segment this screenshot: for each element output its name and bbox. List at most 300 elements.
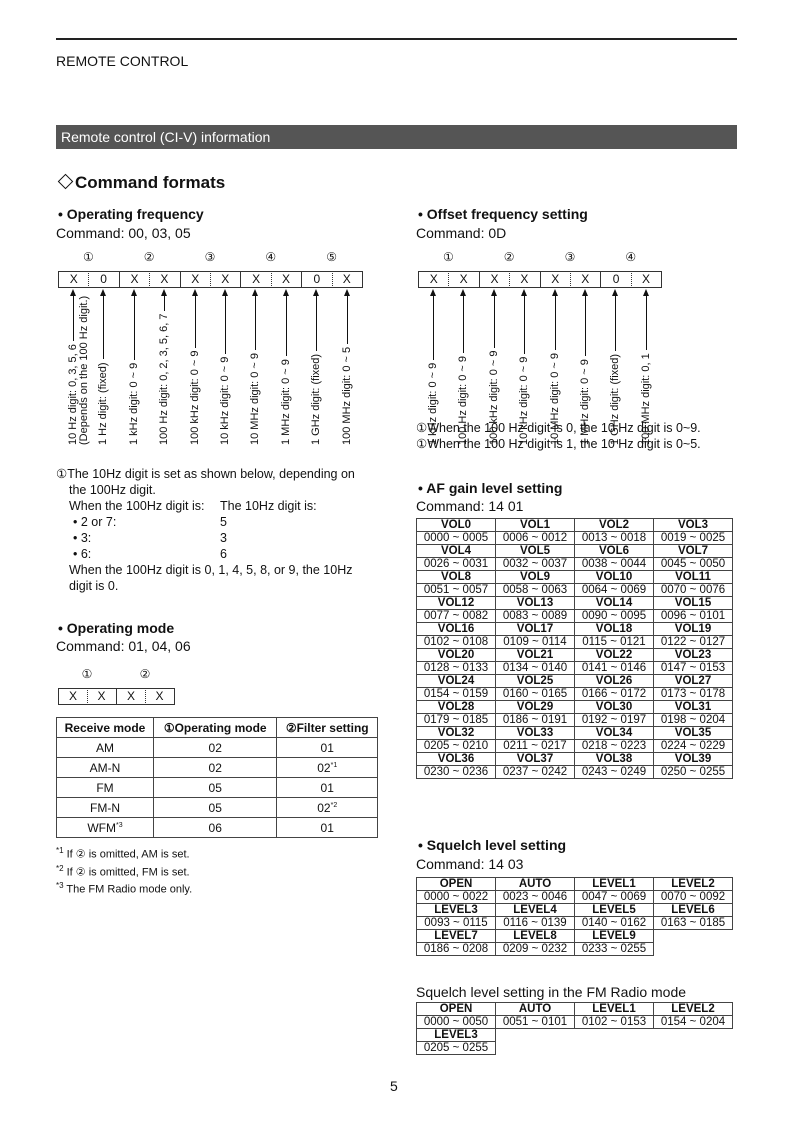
level-name: VOL19: [654, 623, 733, 636]
level-name: VOL29: [496, 701, 575, 714]
arrow-line: [73, 295, 74, 341]
digit-cell: X: [58, 271, 89, 288]
cell-value: 01: [320, 780, 334, 795]
level-name: LEVEL8: [496, 930, 575, 943]
level-range: 0243 ~ 0249: [575, 766, 654, 779]
level-name: LEVEL1: [575, 1003, 654, 1016]
digit-cell: X: [479, 271, 510, 288]
digit-cell: X: [210, 271, 241, 288]
level-range: 0000 ~ 0005: [417, 532, 496, 545]
offset-notes: ①When the 100 Hz digit is 0, the 10 Hz digit is 0~9. ①When the 100 Hz digit is 1, the 10 Hz digit is 0~5.: [416, 421, 701, 451]
note-hundreds: • 2 or 7:: [73, 515, 117, 529]
digit-label: 1 GHz digit: (fixed): [310, 353, 323, 445]
level-name: VOL31: [654, 701, 733, 714]
offset-command: Command: 0D: [416, 225, 507, 241]
group-number: ③: [564, 250, 576, 264]
level-name: VOL28: [417, 701, 496, 714]
cell-value: AM: [96, 740, 114, 755]
footnote-mark: *2: [56, 863, 64, 873]
group-number: ④: [625, 250, 637, 264]
digit-cell: X: [240, 271, 271, 288]
level-name: VOL35: [654, 727, 733, 740]
group-number: ②: [143, 250, 155, 264]
level-range: 0115 ~ 0121: [575, 636, 654, 649]
level-name: VOL12: [417, 597, 496, 610]
level-range: 0205 ~ 0255: [417, 1042, 496, 1055]
empty-cell: [654, 943, 733, 956]
level-name: VOL17: [496, 623, 575, 636]
level-range-row: [417, 943, 733, 956]
table-row: [57, 798, 378, 818]
table-cell: [154, 758, 277, 778]
level-range-row: [417, 891, 733, 904]
note-tens: 3: [220, 531, 227, 545]
level-range: 0192 ~ 0197: [575, 714, 654, 727]
footnote-text: The FM Radio mode only.: [63, 883, 193, 896]
level-name: VOL1: [496, 519, 575, 532]
level-range: 0045 ~ 0050: [654, 558, 733, 571]
level-range-row: [417, 636, 733, 649]
table-cell: [57, 818, 154, 838]
level-range: 0237 ~ 0242: [496, 766, 575, 779]
digit-label: 1 kHz digit: 0 ~ 9: [427, 362, 439, 445]
digit-label: 100 Hz digit: 0 ~ 9: [457, 356, 470, 445]
arrow-line: [225, 295, 226, 354]
level-range: 0205 ~ 0210: [417, 740, 496, 753]
footnote-mark: *1: [56, 846, 64, 855]
level-range: 0109 ~ 0114: [496, 636, 575, 649]
level-range: 0077 ~ 0082: [417, 610, 496, 623]
digit-label: 100 kHz digit: 0 ~ 9: [487, 350, 500, 445]
level-range: 0198 ~ 0204: [654, 714, 733, 727]
level-name: VOL21: [496, 649, 575, 662]
level-range: 0090 ~ 0095: [575, 610, 654, 623]
level-range: 0211 ~ 0217: [496, 740, 575, 753]
level-range: 0134 ~ 0140: [496, 662, 575, 675]
level-range: 0163 ~ 0185: [654, 917, 733, 930]
table-cell: [154, 738, 277, 758]
level-name: LEVEL4: [496, 904, 575, 917]
opmode-table: [56, 717, 378, 838]
afgain-table: [416, 518, 733, 779]
level-range: 0070 ~ 0076: [654, 584, 733, 597]
level-name: VOL34: [575, 727, 654, 740]
note-hundreds: • 6:: [73, 547, 92, 561]
level-range: 0173 ~ 0178: [654, 688, 733, 701]
level-name: AUTO: [496, 878, 575, 891]
level-range: 0224 ~ 0229: [654, 740, 733, 753]
page-number: 5: [390, 1078, 398, 1094]
arrow-line: [555, 295, 556, 350]
digit-cell: X: [448, 271, 479, 288]
arrow-line: [316, 295, 317, 351]
header-rule: [56, 38, 737, 40]
cell-value: AM-N: [89, 760, 121, 775]
level-name: VOL0: [417, 519, 496, 532]
level-range: 0032 ~ 0037: [496, 558, 575, 571]
level-name: VOL13: [496, 597, 575, 610]
level-name: LEVEL7: [417, 930, 496, 943]
digit-cell: 0: [301, 271, 332, 288]
level-range: 0233 ~ 0255: [575, 943, 654, 956]
arrow-line: [433, 295, 434, 360]
level-name: VOL7: [654, 545, 733, 558]
digit-label: 10 kHz digit: 0 ~ 9: [219, 356, 231, 445]
level-name: LEVEL9: [575, 930, 654, 943]
cell-value: 05: [208, 800, 222, 815]
level-name: VOL10: [575, 571, 654, 584]
table-cell: [154, 778, 277, 798]
level-range: 0070 ~ 0092: [654, 891, 733, 904]
level-header-row: [417, 571, 733, 584]
cell-value: 06: [208, 820, 222, 835]
column-header: ①Operating mode: [154, 718, 277, 738]
group-number: ③: [204, 250, 216, 264]
level-header-row: [417, 545, 733, 558]
level-range-row: [417, 714, 733, 727]
arrow-line: [164, 295, 165, 311]
level-name: VOL39: [654, 753, 733, 766]
level-range: 0019 ~ 0025: [654, 532, 733, 545]
footnote-mark: *1: [330, 761, 338, 769]
level-range: 0141 ~ 0146: [575, 662, 654, 675]
level-name: VOL14: [575, 597, 654, 610]
table-cell: [277, 798, 378, 818]
level-range-row: [417, 584, 733, 597]
level-name: AUTO: [496, 1003, 575, 1016]
empty-cell: [496, 1042, 575, 1055]
level-name: LEVEL2: [654, 878, 733, 891]
level-range: 0186 ~ 0208: [417, 943, 496, 956]
level-range-row: [417, 688, 733, 701]
table-header-row: [57, 718, 378, 738]
opfreq-note: ①The 10Hz digit is set as shown below, depending on the 100Hz digit. When the 100Hz digit is: The 10Hz digit is: • 2 or 7: 5 • 3: 3 • 6: 6 When the 100Hz digit is 0, 1, 4, 5, 8, or 9, the 10Hz digit is 0.: [56, 466, 386, 594]
level-name: VOL38: [575, 753, 654, 766]
squelch-fm-title: Squelch level setting in the FM Radio mode: [416, 984, 687, 1000]
header-title: REMOTE CONTROL: [56, 53, 189, 69]
table-cell: [154, 818, 277, 838]
level-range: 0218 ~ 0223: [575, 740, 654, 753]
level-name: LEVEL3: [417, 904, 496, 917]
level-name: VOL33: [496, 727, 575, 740]
digit-cell: X: [570, 271, 601, 288]
level-range: 0026 ~ 0031: [417, 558, 496, 571]
level-range: 0064 ~ 0069: [575, 584, 654, 597]
digit-label: 1 GHz digit: (fixed): [609, 353, 622, 445]
level-header-row: [417, 675, 733, 688]
cell-value: 01: [320, 740, 334, 755]
level-range-row: [417, 1042, 733, 1055]
level-name: VOL23: [654, 649, 733, 662]
level-name: VOL22: [575, 649, 654, 662]
level-range-row: [417, 662, 733, 675]
level-header-row: [417, 1029, 733, 1042]
empty-cell: [496, 1029, 575, 1042]
level-header-row: [417, 878, 733, 891]
level-name: VOL15: [654, 597, 733, 610]
level-header-row: [417, 1003, 733, 1016]
opfreq-title: • Operating frequency: [58, 206, 204, 222]
opmode-command: Command: 01, 04, 06: [56, 638, 191, 654]
arrow-line: [347, 295, 348, 344]
table-row: [57, 778, 378, 798]
level-name: LEVEL2: [654, 1003, 733, 1016]
level-name: VOL18: [575, 623, 654, 636]
table-row: [57, 738, 378, 758]
level-range: 0000 ~ 0050: [417, 1016, 496, 1029]
note-tens: 6: [220, 547, 227, 561]
digit-cell: X: [87, 688, 117, 705]
arrow-line: [524, 295, 525, 354]
digit-label: 10 MHz digit: 0 ~ 9: [548, 352, 561, 445]
footnote: [56, 879, 192, 897]
diamond-icon: [58, 174, 74, 190]
digit-cell: 0: [600, 271, 631, 288]
level-range: 0093 ~ 0115: [417, 917, 496, 930]
digit-cell: X: [540, 271, 571, 288]
level-header-row: [417, 519, 733, 532]
section-title: Command formats: [56, 173, 225, 193]
footnote-mark: *2: [330, 801, 338, 809]
level-name: VOL27: [654, 675, 733, 688]
squelch-table: [416, 877, 733, 956]
opmode-title: • Operating mode: [58, 620, 175, 636]
level-range: 0096 ~ 0101: [654, 610, 733, 623]
digit-label: 10 Hz digit: 0, 3, 5, 6: [67, 344, 79, 445]
column-header: ②Filter setting: [277, 718, 378, 738]
level-header-row: [417, 597, 733, 610]
level-range: 0154 ~ 0159: [417, 688, 496, 701]
arrow-line: [494, 295, 495, 348]
level-name: LEVEL3: [417, 1029, 496, 1042]
level-range-row: [417, 766, 733, 779]
footnote: [56, 844, 192, 862]
cell-value: WFM: [87, 820, 117, 835]
digit-label: 1 Hz digit: (fixed): [97, 362, 110, 445]
level-range: 0154 ~ 0204: [654, 1016, 733, 1029]
arrow-line: [286, 295, 287, 356]
digit-label: (Depends on the 100 Hz digit.): [78, 295, 90, 445]
level-name: VOL37: [496, 753, 575, 766]
level-range-row: [417, 917, 733, 930]
arrow-line: [615, 295, 616, 351]
offset-title: • Offset frequency setting: [418, 206, 588, 222]
footnote-text: If ② is omitted, AM is set.: [63, 848, 190, 861]
column-header: Receive mode: [57, 718, 154, 738]
level-range-row: [417, 558, 733, 571]
table-cell: [57, 778, 154, 798]
cell-value: FM-N: [90, 800, 120, 815]
level-header-row: [417, 930, 733, 943]
opmode-footnotes: [56, 844, 192, 897]
squelch-title: • Squelch level setting: [418, 837, 567, 853]
note-row: [73, 546, 386, 562]
level-range: 0038 ~ 0044: [575, 558, 654, 571]
note-row: [73, 514, 386, 530]
arrow-line: [646, 295, 647, 350]
level-range: 0166 ~ 0172: [575, 688, 654, 701]
cell-value: 02: [317, 800, 331, 815]
level-range-row: [417, 610, 733, 623]
cell-value: 02: [317, 760, 331, 775]
footnote-mark: *3: [116, 821, 123, 829]
level-range: 0116 ~ 0139: [496, 917, 575, 930]
empty-cell: [654, 1042, 733, 1055]
level-name: OPEN: [417, 878, 496, 891]
level-range-row: [417, 532, 733, 545]
footnote-text: If ② is omitted, FM is set.: [63, 866, 190, 879]
cell-value: 05: [208, 780, 222, 795]
digit-cell: X: [509, 271, 540, 288]
footnote-mark: *3: [56, 881, 64, 891]
level-range: 0000 ~ 0022: [417, 891, 496, 904]
level-name: VOL9: [496, 571, 575, 584]
arrow-line: [463, 295, 464, 353]
digit-label: 100 MHz digit: 0, 1: [639, 353, 652, 445]
table-cell: [57, 758, 154, 778]
level-range-row: [417, 1016, 733, 1029]
digit-cell: X: [58, 688, 88, 705]
table-cell: [57, 738, 154, 758]
level-header-row: [417, 753, 733, 766]
digit-label: 100 MHz digit: 0 ~ 5: [340, 346, 353, 445]
level-name: VOL32: [417, 727, 496, 740]
level-range: 0140 ~ 0162: [575, 917, 654, 930]
group-number: ①: [83, 250, 94, 264]
group-number: ⑤: [326, 250, 337, 264]
group-number: ④: [265, 250, 277, 264]
level-name: VOL20: [417, 649, 496, 662]
level-range: 0083 ~ 0089: [496, 610, 575, 623]
digit-cell: X: [145, 688, 175, 705]
level-name: VOL4: [417, 545, 496, 558]
level-name: VOL3: [654, 519, 733, 532]
level-range: 0102 ~ 0153: [575, 1016, 654, 1029]
note-hundreds: • 3:: [73, 531, 92, 545]
group-number: ②: [139, 667, 151, 681]
group-number: ②: [503, 250, 515, 264]
digit-cell: X: [418, 271, 449, 288]
level-name: VOL25: [496, 675, 575, 688]
level-range: 0186 ~ 0191: [496, 714, 575, 727]
level-range: 0122 ~ 0127: [654, 636, 733, 649]
table-cell: [154, 798, 277, 818]
level-header-row: [417, 701, 733, 714]
group-number: ①: [81, 667, 93, 681]
level-header-row: [417, 649, 733, 662]
afgain-command: Command: 14 01: [416, 498, 524, 514]
arrow-line: [103, 295, 104, 359]
digit-label: 1 MHz digit: 0 ~ 9: [579, 359, 591, 445]
table-cell: [57, 798, 154, 818]
level-name: LEVEL6: [654, 904, 733, 917]
level-header-row: [417, 623, 733, 636]
level-range: 0102 ~ 0108: [417, 636, 496, 649]
digit-label: 10 MHz digit: 0 ~ 9: [249, 352, 262, 445]
level-name: LEVEL5: [575, 904, 654, 917]
level-range: 0160 ~ 0165: [496, 688, 575, 701]
empty-cell: [654, 1029, 733, 1042]
note-row: [73, 530, 386, 546]
level-range: 0250 ~ 0255: [654, 766, 733, 779]
digit-label: 1 MHz digit: 0 ~ 9: [279, 359, 292, 445]
opfreq-command: Command: 00, 03, 05: [56, 225, 191, 241]
level-range: 0147 ~ 0153: [654, 662, 733, 675]
digit-cell: X: [180, 271, 211, 288]
level-name: VOL6: [575, 545, 654, 558]
digit-cell: X: [271, 271, 302, 288]
level-range: 0209 ~ 0232: [496, 943, 575, 956]
table-row: [57, 758, 378, 778]
level-name: LEVEL1: [575, 878, 654, 891]
section-banner: Remote control (CI-V) information: [56, 125, 737, 149]
arrow-line: [195, 295, 196, 348]
note-tens: 5: [220, 515, 227, 529]
level-name: VOL16: [417, 623, 496, 636]
empty-cell: [575, 1042, 654, 1055]
level-name: VOL11: [654, 571, 733, 584]
level-name: VOL26: [575, 675, 654, 688]
digit-label: 10 kHz digit: 0 ~ 9: [518, 356, 531, 445]
table-cell: [277, 778, 378, 798]
digit-label: 100 Hz digit: 0, 2, 3, 5, 6, 7: [158, 313, 171, 445]
cell-value: 01: [320, 820, 334, 835]
digit-cell: X: [119, 271, 150, 288]
level-name: VOL24: [417, 675, 496, 688]
level-range: 0023 ~ 0046: [496, 891, 575, 904]
digit-label: 100 kHz digit: 0 ~ 9: [188, 350, 201, 445]
digit-cell: X: [332, 271, 363, 288]
level-range: 0058 ~ 0063: [496, 584, 575, 597]
squelch-command: Command: 14 03: [416, 856, 524, 872]
level-range: 0179 ~ 0185: [417, 714, 496, 727]
table-row: [57, 818, 378, 838]
table-cell: [277, 818, 378, 838]
level-name: VOL8: [417, 571, 496, 584]
digit-cell: 0: [88, 271, 119, 288]
level-range-row: [417, 740, 733, 753]
arrow-line: [255, 295, 256, 350]
level-range: 0051 ~ 0057: [417, 584, 496, 597]
digit-cell: X: [149, 271, 180, 288]
level-range: 0128 ~ 0133: [417, 662, 496, 675]
level-name: VOL5: [496, 545, 575, 558]
footnote: [56, 862, 192, 880]
empty-cell: [654, 930, 733, 943]
empty-cell: [575, 1029, 654, 1042]
arrow-line: [134, 295, 135, 360]
digit-label: 1 kHz digit: 0 ~ 9: [127, 362, 140, 445]
table-cell: [277, 738, 378, 758]
level-name: VOL2: [575, 519, 654, 532]
level-header-row: [417, 727, 733, 740]
level-range: 0051 ~ 0101: [496, 1016, 575, 1029]
level-range: 0006 ~ 0012: [496, 532, 575, 545]
level-range: 0047 ~ 0069: [575, 891, 654, 904]
level-name: VOL36: [417, 753, 496, 766]
afgain-title: • AF gain level setting: [418, 480, 563, 496]
table-cell: [277, 758, 378, 778]
level-header-row: [417, 904, 733, 917]
level-range: 0230 ~ 0236: [417, 766, 496, 779]
level-name: VOL30: [575, 701, 654, 714]
cell-value: 02: [208, 760, 222, 775]
level-name: OPEN: [417, 1003, 496, 1016]
digit-cell: X: [631, 271, 662, 288]
cell-value: 02: [208, 740, 222, 755]
group-number: ①: [443, 250, 454, 264]
cell-value: FM: [96, 780, 114, 795]
